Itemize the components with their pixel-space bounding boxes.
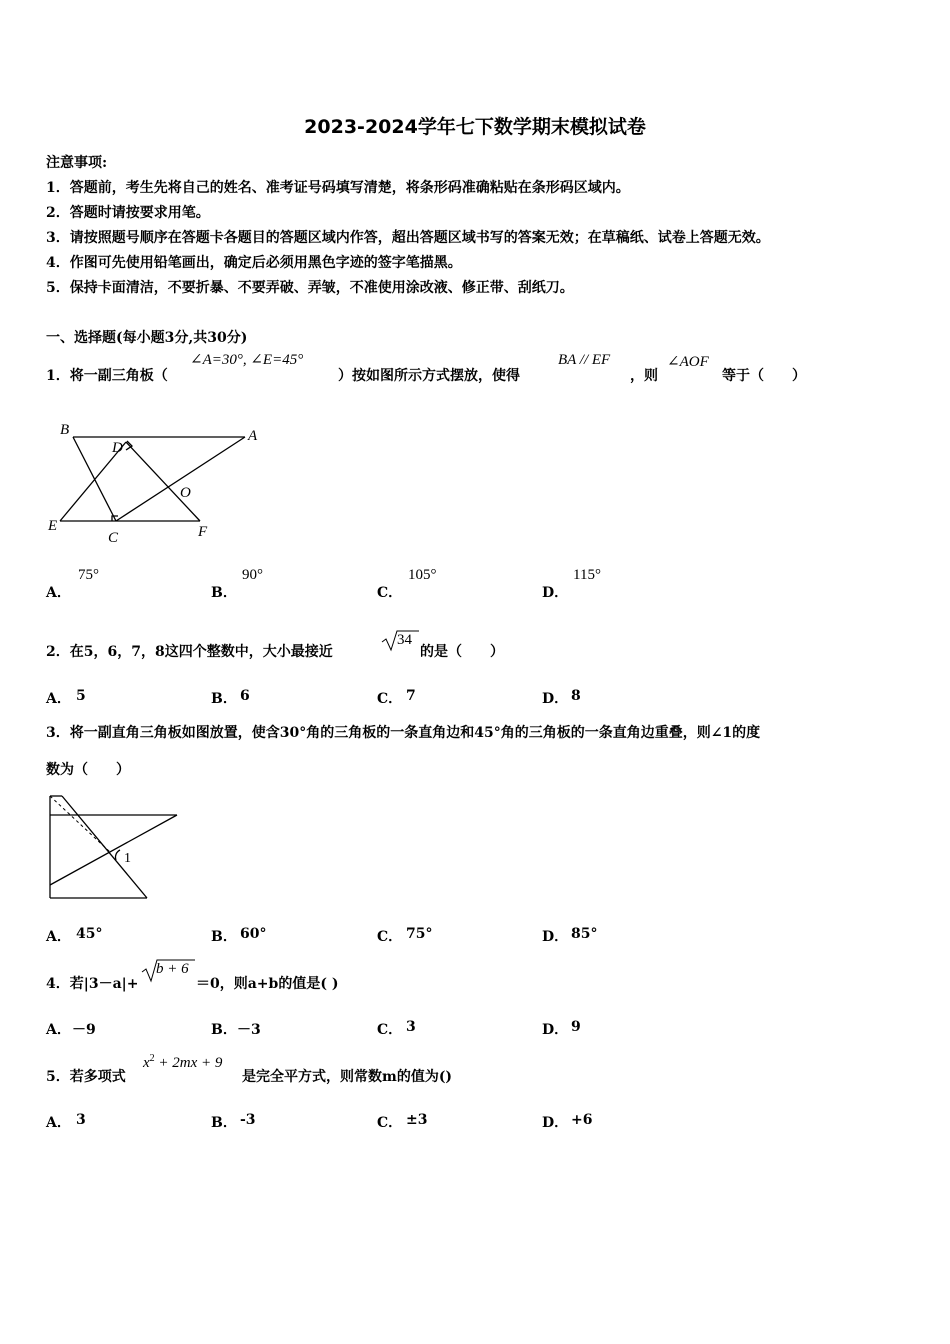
q5-option-c-letter: C． <box>377 1115 403 1131</box>
q4-radicand: b + 6 <box>156 961 189 977</box>
line-df <box>126 442 200 521</box>
q1-triangle-figure <box>40 412 270 552</box>
label-e: E <box>48 518 58 534</box>
label-a: A <box>248 428 258 444</box>
q1-text-end: 等于（ ） <box>722 368 806 384</box>
notice-item: 1．答题前，考生先将自己的姓名、准考证号码填写清楚，将条形码准确粘贴在条形码区域内。 <box>46 180 630 196</box>
q2-text-end: 的是（ ） <box>420 644 504 660</box>
q3-option-d-letter: D． <box>542 929 569 945</box>
q3-option-c-value: 75° <box>406 926 433 942</box>
q4-option-b-value: －3 <box>237 1022 261 1038</box>
q2-option-d-letter: D． <box>542 691 569 707</box>
notice-item: 4．作图可先使用铅笔画出，确定后必须用黑色字迹的签字笔描黑。 <box>46 255 462 271</box>
notice-item: 3．请按照题号顺序在答题卡各题目的答题区域内作答，超出答题区域书写的答案无效；在草稿纸、试卷上答题无效。 <box>46 230 770 246</box>
q3-option-a-value: 45° <box>76 926 103 942</box>
q2-option-d-value: 8 <box>571 688 581 704</box>
page-title: 2023-2024学年七下数学期末模拟试卷 <box>304 116 646 138</box>
label-c: C <box>108 530 119 546</box>
q5-option-a-letter: A． <box>46 1115 71 1131</box>
q2-text-start: 2．在5，6，7，8这四个整数中，大小最接近 <box>46 644 333 660</box>
notice-item: 2．答题时请按要求用笔。 <box>46 205 210 221</box>
q2-option-c-value: 7 <box>406 688 416 704</box>
q1-angle-aof: ∠AOF <box>667 354 709 370</box>
q5-option-b-letter: B． <box>211 1115 237 1131</box>
q5-polynomial <box>143 1053 222 1072</box>
angle-1-label: 1 <box>124 851 131 866</box>
angle-arc <box>115 850 120 860</box>
q5-x: x <box>143 1055 150 1071</box>
q1-text-start: 1．将一副三角板（ <box>46 368 168 384</box>
q4-text-end: ＝0，则a+b的值是( ) <box>196 976 339 992</box>
q3-option-a-letter: A． <box>46 929 71 945</box>
q1-angles-math: ∠A=30°, ∠E=45° <box>190 352 304 368</box>
q1-text-then: ，则 <box>630 368 658 384</box>
q5-option-d-letter: D． <box>542 1115 569 1131</box>
q3-option-b-letter: B． <box>211 929 237 945</box>
q5-option-a-value: 3 <box>76 1112 86 1128</box>
notice-item: 5．保持卡面清洁，不要折暴、不要弄破、弄皱，不准使用涂改液、修正带、刮纸刀。 <box>46 280 574 296</box>
q3-triangle-figure <box>42 792 187 904</box>
q3-option-b-value: 60° <box>240 926 267 942</box>
q1-option-b-value: 90° <box>242 567 263 583</box>
q2-option-a-letter: A． <box>46 691 71 707</box>
q5-expr-rest: + 2mx + 9 <box>154 1055 223 1071</box>
q5-text-end: 是完全平方式，则常数m的值为() <box>242 1069 453 1085</box>
line-hypotenuse-30 <box>50 815 177 885</box>
q4-option-d-value: 9 <box>571 1019 581 1035</box>
q4-option-b-letter: B． <box>211 1022 237 1038</box>
q1-parallel-math: BA // EF <box>558 352 611 368</box>
label-d: D <box>112 440 123 456</box>
q1-option-b-letter: B． <box>211 585 237 601</box>
q3-option-c-letter: C． <box>377 929 403 945</box>
q2-radicand: 34 <box>397 632 412 648</box>
label-f: F <box>198 524 208 540</box>
section-heading: 一、选择题(每小题3分,共30分) <box>46 330 248 346</box>
q5-option-d-value: +6 <box>571 1112 593 1128</box>
q4-option-c-value: 3 <box>406 1019 416 1035</box>
q1-option-c-value: 105° <box>408 567 437 583</box>
label-b: B <box>60 422 70 438</box>
q4-option-a-value: －9 <box>72 1022 96 1038</box>
q1-option-a-value: 75° <box>78 567 99 583</box>
q2-option-b-value: 6 <box>240 688 250 704</box>
q5-option-c-value: ±3 <box>406 1112 428 1128</box>
q4-option-d-letter: D． <box>542 1022 569 1038</box>
q5-exponent: 2 <box>149 1053 155 1064</box>
q1-text-mid: ）按如图所示方式摆放，使得 <box>338 368 520 384</box>
q5-option-b-value: -3 <box>240 1112 256 1128</box>
q1-option-d-letter: D． <box>542 585 569 601</box>
notice-heading: 注意事项: <box>46 155 108 171</box>
q4-text-start: 4．若|3－a|+ <box>46 976 139 992</box>
q2-option-c-letter: C． <box>377 691 403 707</box>
q1-option-a-letter: A． <box>46 585 71 601</box>
q4-option-c-letter: C． <box>377 1022 403 1038</box>
q1-option-d-value: 115° <box>573 567 601 583</box>
q1-option-c-letter: C． <box>377 585 403 601</box>
q2-option-a-value: 5 <box>76 688 86 704</box>
q2-option-b-letter: B． <box>211 691 237 707</box>
q4-option-a-letter: A． <box>46 1022 71 1038</box>
line-ca <box>116 437 245 521</box>
label-o: O <box>180 485 191 501</box>
q3-text-line1: 3．将一副直角三角板如图放置，使含30°角的三角板的一条直角边和45°角的三角板的一条直角边重叠，则∠1的度 <box>46 725 761 741</box>
q3-text-line2: 数为（ ） <box>46 762 130 778</box>
q5-text-start: 5．若多项式 <box>46 1069 126 1085</box>
q3-option-d-value: 85° <box>571 926 598 942</box>
